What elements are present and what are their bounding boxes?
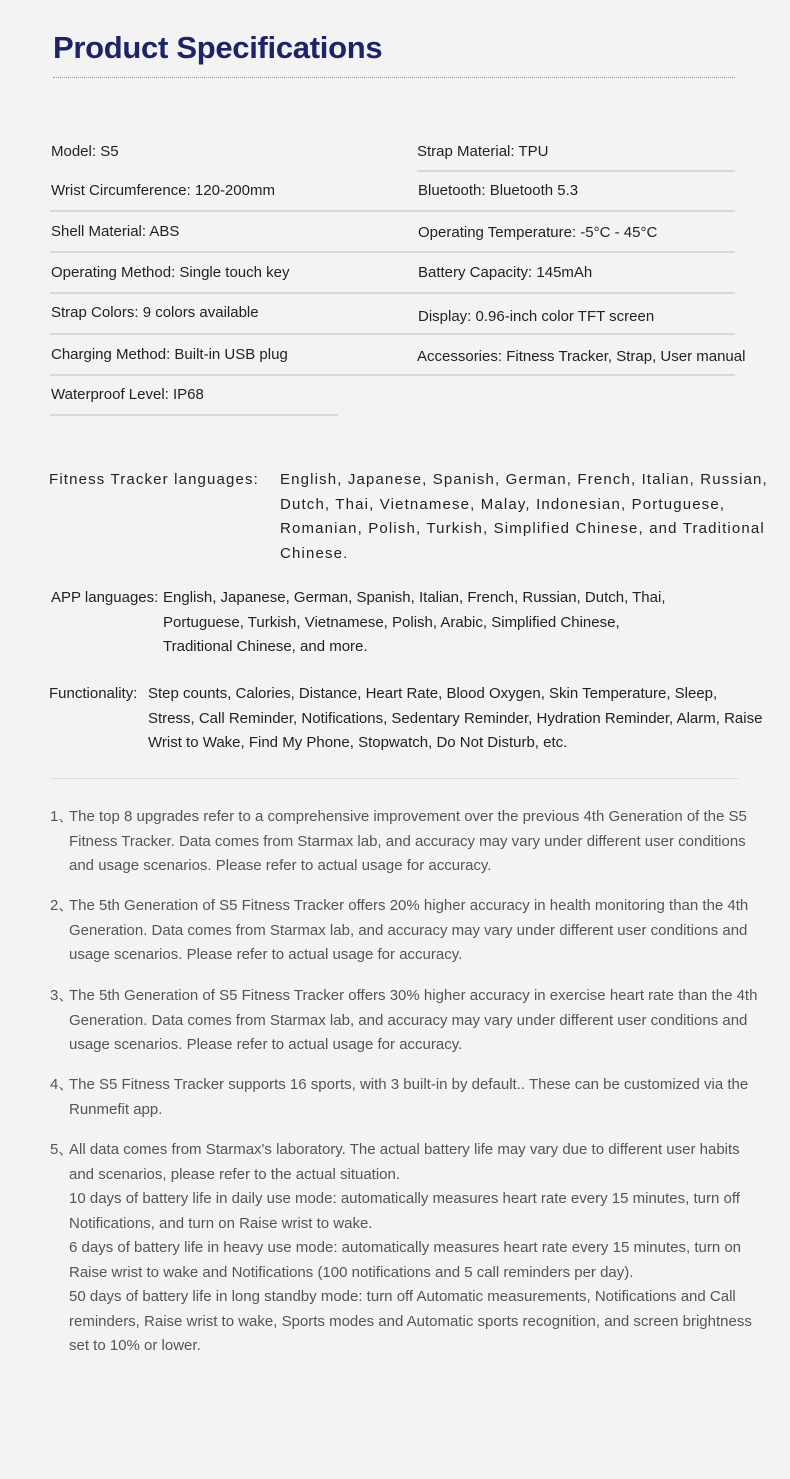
footnote-number: 3、 xyxy=(50,987,74,1004)
spec-operating-method: Operating Method: Single touch key xyxy=(51,264,290,281)
battery-long-standby: 50 days of battery life in long standby mode: turn off Automatic measurements, Notifications and Call reminders, Raise wrist to wake, Sports modes and Automatic sports recognition, and screen brightness set to 10% or lower. xyxy=(69,1288,752,1354)
spec-bluetooth: Bluetooth: Bluetooth 5.3 xyxy=(418,182,579,199)
spec-row-divider xyxy=(50,210,735,212)
footnote-number: 5、 xyxy=(50,1141,74,1158)
spec-battery-capacity: Battery Capacity: 145mAh xyxy=(418,264,593,281)
spec-accessories: Accessories: Fitness Tracker, Strap, User manual xyxy=(417,348,746,365)
spec-operating-temperature: Operating Temperature: -5°C - 45°C xyxy=(418,224,658,241)
spec-waterproof-level: Waterproof Level: IP68 xyxy=(51,386,204,403)
spec-row-divider xyxy=(50,333,735,335)
footnote-text: The 5th Generation of S5 Fitness Tracker offers 20% higher accuracy in health monitoring than the 4th Generation. Data comes from Starmax lab, and accuracy may vary under different user conditions and usage scenarios. Please refer to actual usage for accuracy. xyxy=(69,897,749,963)
spec-charging-method: Charging Method: Built-in USB plug xyxy=(51,346,288,363)
spec-model: Model: S5 xyxy=(51,143,119,160)
spec-row-divider xyxy=(417,170,735,172)
footnote-3 xyxy=(50,984,760,1058)
tracker-languages-block xyxy=(49,468,779,568)
page-title: Product Specifications xyxy=(53,30,383,65)
spec-strap-colors: Strap Colors: 9 colors available xyxy=(51,304,259,321)
spec-row-divider xyxy=(50,292,735,294)
app-languages-block xyxy=(51,586,731,661)
footnote-1 xyxy=(50,805,760,879)
spec-row-divider xyxy=(50,414,338,416)
footnote-text: The top 8 upgrades refer to a comprehensive improvement over the previous 4th Generation of the S5 Fitness Tracker. Data comes from Starmax lab, and accuracy may vary under different user conditions and usage scenarios. Please refer to actual usage for accuracy. xyxy=(69,808,747,874)
section-divider xyxy=(50,778,738,779)
spec-wrist-circumference: Wrist Circumference: 120-200mm xyxy=(51,182,275,199)
footnote-number: 2、 xyxy=(50,897,74,914)
spec-display: Display: 0.96-inch color TFT screen xyxy=(418,308,655,325)
spec-shell-material: Shell Material: ABS xyxy=(51,223,180,240)
tracker-languages-value: English, Japanese, Spanish, German, French, Italian, Russian, Dutch, Thai, Vietnamese, Malay, Indonesian, Portuguese, Romanian, Polish, Turkish, Simplified Chinese, and Traditional Chinese. xyxy=(280,471,768,562)
footnote-number: 4、 xyxy=(50,1076,74,1093)
app-languages-label: APP languages: xyxy=(51,589,159,606)
functionality-value: Step counts, Calories, Distance, Heart Rate, Blood Oxygen, Skin Temperature, Sleep, Stress, Call Reminder, Notifications, Sedentary Reminder, Hydration Reminder, Alarm, Raise Wrist to Wake, Find My Phone, Stopwatch, Do Not Disturb, etc. xyxy=(148,685,763,751)
footnote-text: All data comes from Starmax's laboratory. The actual battery life may vary due to different user habits and scenarios, please refer to the actual situation. xyxy=(69,1141,740,1183)
battery-daily-use: 10 days of battery life in daily use mode: automatically measures heart rate every 15 minutes, turn off Notifications, and turn on Raise wrist to wake. xyxy=(69,1190,740,1232)
footnote-4 xyxy=(50,1073,760,1122)
footnote-text: The 5th Generation of S5 Fitness Tracker offers 30% higher accuracy in exercise heart rate than the 4th Generation. Data comes from Starmax lab, and accuracy may vary under different user conditions and usage scenarios. Please refer to actual usage for accuracy. xyxy=(69,987,758,1053)
footnote-5 xyxy=(50,1138,760,1359)
footnote-text: The S5 Fitness Tracker supports 16 sports, with 3 built-in by default.. These can be customized via the Runmefit app. xyxy=(69,1076,749,1118)
footnote-number: 1、 xyxy=(50,808,74,825)
app-languages-value: English, Japanese, German, Spanish, Italian, French, Russian, Dutch, Thai, Portuguese, Turkish, Vietnamese, Polish, Arabic, Simplified Chinese, Traditional Chinese, and more. xyxy=(163,589,666,655)
functionality-block xyxy=(49,682,769,757)
title-divider xyxy=(53,77,735,78)
spec-row-divider xyxy=(50,374,735,376)
spec-strap-material: Strap Material: TPU xyxy=(417,143,549,160)
spec-row-divider xyxy=(50,251,735,253)
battery-heavy-use: 6 days of battery life in heavy use mode: automatically measures heart rate every 15 minutes, turn on Raise wrist to wake and Notifications (100 notifications and 5 call reminders per day). xyxy=(69,1239,742,1281)
tracker-languages-label: Fitness Tracker languages: xyxy=(49,471,259,488)
functionality-label: Functionality: xyxy=(49,685,138,702)
footnote-2 xyxy=(50,894,760,968)
